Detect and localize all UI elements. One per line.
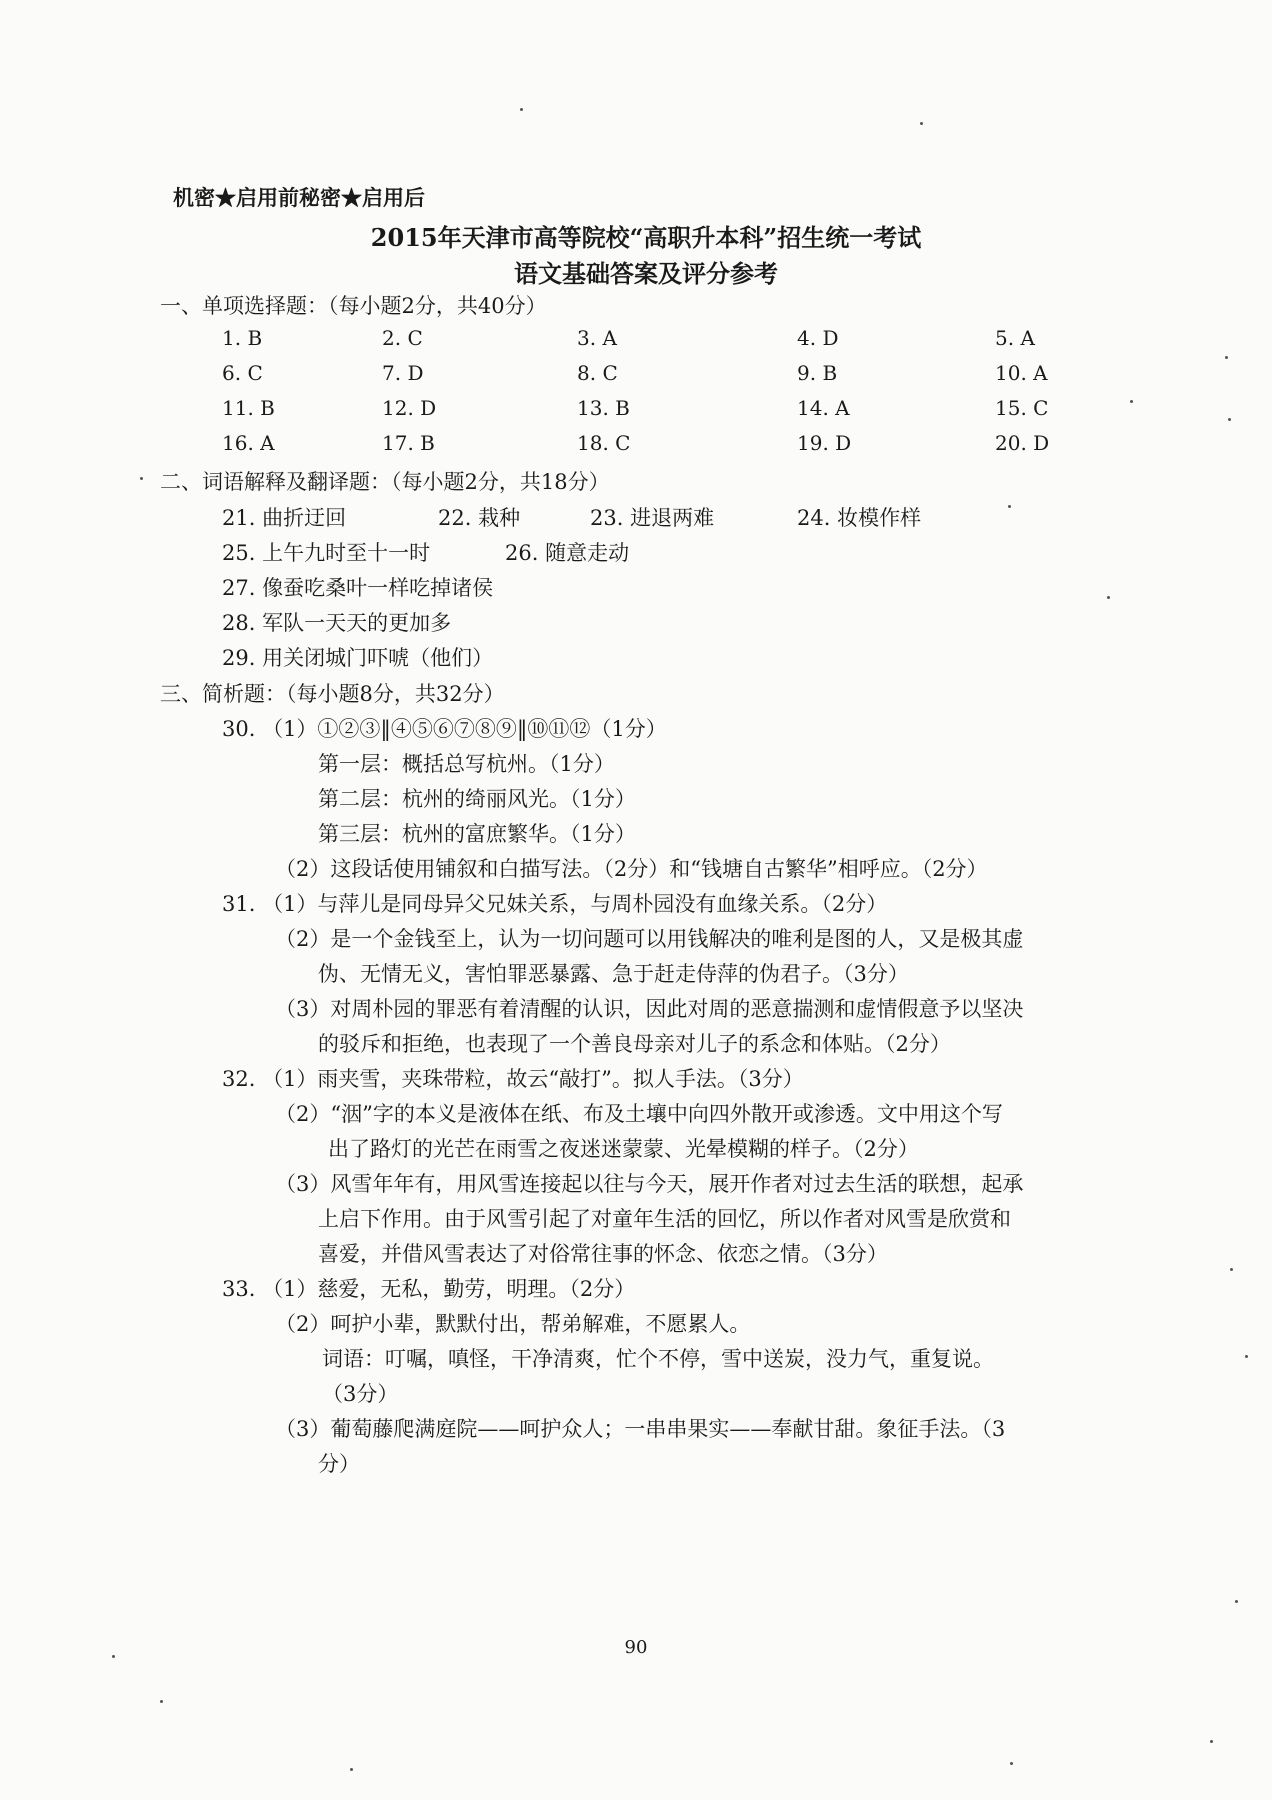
mc-row — [0, 396, 1272, 426]
mc-answer: 16. A — [222, 431, 275, 455]
vocab-answer: 25. 上午九时至十一时 — [222, 541, 431, 565]
mc-answer: 6. C — [222, 361, 263, 385]
answer-line: （2）这段话使用铺叙和白描写法。（2分）和“钱塘自古繁华”相呼应。（2分） — [275, 857, 988, 881]
answer-line: 第三层：杭州的富庶繁华。（1分） — [318, 822, 636, 846]
mc-answer: 2. C — [382, 326, 423, 350]
scan-speck — [520, 108, 523, 111]
mc-row — [0, 431, 1272, 461]
scan-speck — [1245, 1355, 1248, 1358]
mc-answer: 1. B — [222, 326, 263, 350]
vocab-answer: 27. 像蚕吃桑叶一样吃掉诸侯 — [222, 576, 494, 600]
mc-row — [0, 361, 1272, 391]
mc-answer: 17. B — [382, 431, 435, 455]
answer-line: 30. （1）①②③‖④⑤⑥⑦⑧⑨‖⑩⑪⑫（1分） — [222, 717, 667, 741]
vocab-answer: 22. 栽种 — [438, 506, 521, 530]
answer-line: （3）风雪年年有，用风雪连接起以往与今天，展开作者对过去生活的联想，起承 — [275, 1172, 1024, 1196]
answer-line: 32. （1）雨夹雪，夹珠带粒，故云“敲打”。拟人手法。（3分） — [222, 1067, 804, 1091]
mc-answer: 19. D — [797, 431, 852, 455]
scan-speck — [1228, 418, 1231, 421]
answer-line: 33. （1）慈爱，无私，勤劳，明理。（2分） — [222, 1277, 636, 1301]
vocab-row — [0, 502, 1272, 532]
mc-answer: 11. B — [222, 396, 275, 420]
scan-speck — [1130, 400, 1133, 403]
mc-answer: 18. C — [577, 431, 631, 455]
answer-line: （3）对周朴园的罪恶有着清醒的认识，因此对周的恶意揣测和虚情假意予以坚决 — [275, 997, 1024, 1021]
mc-answer: 8. C — [577, 361, 618, 385]
answer-line: 的驳斥和拒绝，也表现了一个善良母亲对儿子的系念和体贴。（2分） — [318, 1032, 951, 1056]
scan-speck — [160, 1700, 163, 1703]
answer-line: （2）“洇”字的本义是液体在纸、布及土壤中向四外散开或渗透。文中用这个写 — [275, 1102, 1003, 1126]
answer-line: 上启下作用。由于风雪引起了对童年生活的回忆，所以作者对风雪是欣赏和 — [318, 1207, 1011, 1231]
mc-answer: 20. D — [995, 431, 1050, 455]
mc-answer: 4. D — [797, 326, 839, 350]
answer-line: 出了路灯的光芒在雨雪之夜迷迷蒙蒙、光晕模糊的样子。（2分） — [328, 1137, 919, 1161]
vocab-answer: 29. 用关闭城门吓唬（他们） — [222, 646, 494, 670]
page-number: 90 — [624, 1637, 648, 1658]
vocab-answer: 21. 曲折迂回 — [222, 506, 347, 530]
scan-speck — [1008, 505, 1011, 508]
scan-speck — [350, 1768, 353, 1771]
answer-line: （3分） — [322, 1382, 399, 1406]
scan-speck — [1010, 1762, 1013, 1765]
answer-line: （2）呵护小辈，默默付出，帮弟解难，不愿累人。 — [275, 1312, 751, 1336]
mc-answer: 3. A — [577, 326, 617, 350]
document-subtitle: 语文基础答案及评分参考 — [514, 259, 778, 288]
vocab-row — [0, 537, 1272, 567]
scan-speck — [140, 477, 143, 480]
answer-line: （2）是一个金钱至上，认为一切问题可以用钱解决的唯利是图的人，又是极其虚 — [275, 927, 1024, 951]
answer-line: 词语：叮嘱，嗔怪，干净清爽，忙个不停，雪中送炭，没力气，重复说。 — [322, 1347, 994, 1371]
scan-speck — [1230, 1268, 1233, 1271]
scan-speck — [112, 1655, 115, 1658]
answer-line: 伪、无情无义，害怕罪恶暴露、急于赶走侍萍的伪君子。（3分） — [318, 962, 909, 986]
vocab-answer: 24. 妆模作样 — [797, 506, 922, 530]
section1-heading: 一、单项选择题：（每小题2分，共40分） — [160, 294, 547, 318]
mc-answer: 15. C — [995, 396, 1049, 420]
mc-answer: 13. B — [577, 396, 630, 420]
scan-speck — [1235, 1600, 1238, 1603]
scan-speck — [1107, 596, 1110, 599]
mc-answer: 5. A — [995, 326, 1035, 350]
scan-speck — [1210, 1740, 1213, 1743]
vocab-answer: 23. 进退两难 — [590, 506, 715, 530]
vocab-answer: 26. 随意走动 — [505, 541, 630, 565]
answer-line: 喜爱，并借风雪表达了对俗常往事的怀念、依恋之情。（3分） — [318, 1242, 888, 1266]
mc-answer: 14. A — [797, 396, 850, 420]
scan-speck — [1225, 356, 1228, 359]
answer-line: （3）葡萄藤爬满庭院——呵护众人；一串串果实——奉献甘甜。象征手法。（3 — [275, 1417, 1006, 1441]
mc-answer: 12. D — [382, 396, 437, 420]
confidential-label: 机密★启用前秘密★启用后 — [173, 185, 425, 210]
section3-heading: 三、简析题：（每小题8分，共32分） — [160, 682, 505, 706]
answer-line: 31. （1）与萍儿是同母异父兄妹关系，与周朴园没有血缘关系。（2分） — [222, 892, 888, 916]
scan-speck — [920, 122, 923, 125]
section2-heading: 二、词语解释及翻译题：（每小题2分，共18分） — [160, 470, 610, 494]
mc-answer: 10. A — [995, 361, 1048, 385]
mc-answer: 7. D — [382, 361, 424, 385]
answer-line: 第二层：杭州的绮丽风光。（1分） — [318, 787, 636, 811]
vocab-answer: 28. 军队一天天的更加多 — [222, 611, 452, 635]
document-title: 2015年天津市高等院校“高职升本科”招生统一考试 — [370, 223, 922, 252]
answer-line: 分） — [318, 1452, 360, 1476]
mc-row — [0, 326, 1272, 356]
answer-line: 第一层：概括总写杭州。（1分） — [318, 752, 615, 776]
mc-answer: 9. B — [797, 361, 838, 385]
